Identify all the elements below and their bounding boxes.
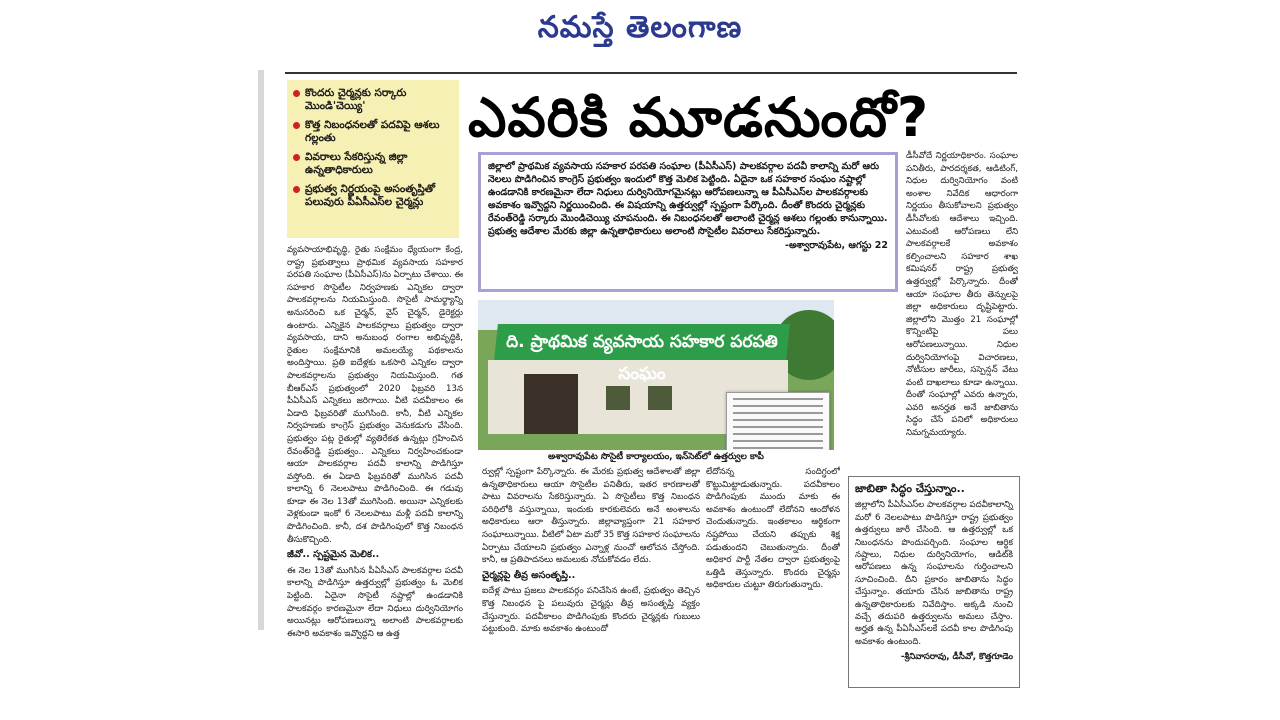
column-paragraph: డీసీవోదే నిర్ణయాధికారం. సంఘాల పనితీరు, పారదర్శకత, ఆడిటింగ్, నిధుల దుర్వినియోగం వంటి అంశాల నివేదిక ఆధారంగా నిర్ణయం తీసుకోవాలని ప్రభుత్వం డీసీవోలకు ఆదేశాలు ఇచ్చింది. ఎటువంటి ఆరోపణలు లేని పాలకవర్గాలకే అవకాశం కల్పించాలని సహకార శాఖ కమిషనర్ రాష్ట్ర ప్రభుత్వ ఉత్తర్వుల్లో పేర్కొన్నారు. దీంతో ఆయా సంఘాల తీరు తెన్నులపై జిల్లా అధికారులు దృష్టిపెట్టారు. జిల్లాలోని మొత్తం 21 సంఘాల్లో కొన్నింటిపై పలు ఆరోపణలున్నాయి. నిధుల దుర్వినియోగంపై విచారణలు, నోటీసుల జారీలు, సస్పెన్షన్ వేటు వంటి దాఖలాలు కూడా ఉన్నాయి. దీంతో సంఘాల్లో ఎవరు ఉన్నారు, ఎవరి అనర్హత అనే జాబితాను సిద్ధం చేసే పనిలో అధికారులు నిమగ్నమయ్యారు. (906, 151, 1018, 439)
dateline: -అశ్వారావుపేట, ఆగస్టు 22 (785, 240, 888, 251)
building-door (524, 374, 578, 434)
highlights-box (287, 80, 459, 238)
quote-byline: -శ్రీనివాసరావు, డీసీవో, కొత్తగూడెం (900, 652, 1013, 663)
column-paragraph: లేదోనన్న సందిగ్ధంలో కొట్టుమిట్టాడుతున్నారు. పదవీకాలం పొడిగింపుకు ముందు మాకు ఈ అవకాశం ఉంటుందో లేదోనని ఆందోళన చెందుతున్నారు. ఇంతకాలం ఆర్థికంగా నష్టపోయి చేయని తప్పుకు శిక్ష పడుతుందని చెబుతున్నారు. దీంతో అధికార పార్టీ నేతల ద్వారా ప్రభుత్వంపై ఒత్తిడి తెస్తున్నారు. కొందరు చైర్మన్లు అధికారుల చుట్టూ తిరుగుతున్నారు. (706, 467, 840, 591)
order-copy-inset (726, 392, 830, 450)
column-paragraph: ఐదేళ్ల పాటు ప్రజలు పాలకవర్గం పనిచేసిన ఉంటే, ప్రభుత్వం తెచ్చిన కొత్త నిబంధన పై పలువురు చైర్మన్లు తీవ్ర అసంతృప్తి వ్యక్తం చేస్తున్నారు. పదవీకాలం పొడిగింపుకు కొందరు చైర్మన్లకు గుబులు పట్టుకుంది. మాకు అవకాశం ఉంటుందో (482, 586, 700, 635)
column-paragraph: ర్వుల్లో స్పష్టంగా పేర్కొన్నారు. ఈ మేరకు ప్రభుత్వ ఆదేశాలతో జిల్లా ఉన్నతాధికారులు ఆయా సొసైటీల పనితీరు, ఇతర కారణాలతో పాటు వివరాలను సేకరిస్తున్నారు. ఏ సొసైటీలు కొత్త నిబంధన పరిధిలోకి వస్తున్నాయి, ఇందుకు కారకులెవరు అనే అంశాలను అధికారులు ఆరా తీస్తున్నారు. జిల్లావ్యాప్తంగా 21 సహకార సంఘాలున్నాయి. వీటిలో ఏటా మరో 35 కొత్త సహకార సంఘాలను ఏర్పాటు చేయాలని ప్రభుత్వం ఎన్నాళ్ల నుంచో ఆలోచన చేస్తోంది. కానీ, ఆ ప్రతిపాదనలు అమలుకు నోచుకోవడం లేదు. (482, 467, 700, 566)
photo-caption: అశ్వారావుపేట సొసైటీ కార్యాలయం, ఇన్‌సెట్‌లో ఉత్తర్వుల కాపీ (548, 452, 764, 462)
signboard-text: ది. ప్రాథమిక వ్యవసాయ సహకార పరపతి సంఘం (506, 332, 778, 384)
subheading: చైర్మన్లపై తీవ్ర అసంతృప్తి.. (482, 569, 576, 581)
highlight-item: ప్రభుత్వ నిర్ణయంపై అసంతృప్తితో పలువురు పీఏసీఎస్‌ల చైర్మన్లు (293, 183, 453, 209)
page-edge-divider (258, 70, 264, 630)
column-paragraph: ఈ నెల 13తో ముగిసిన పీఏసీఎస్ పాలకవర్గాల పదవీ కాలాన్ని పొడిగిస్తూ ఉత్తర్వుల్లో ప్రభుత్వం ఓ మెలిక పెట్టింది. ఏదైనా సొసైటీ నష్టాల్లో ఉండడానికి పాలకవర్గం కారణమైనా లేదా నిధులు దుర్వినియోగం అయినట్లు ఆరోపణలున్నా అలాంటి పాలకవర్గాలకు ఈసారి అవకాశం ఇవ్వొద్దని ఆ ఉత్త (287, 565, 463, 639)
official-quote-box (848, 476, 1020, 688)
bullet-dot-icon (293, 122, 300, 129)
top-rule (285, 72, 1017, 74)
lead-paragraph-box (478, 152, 898, 292)
article-column-middle (482, 466, 700, 716)
article-column-middle-2 (706, 466, 840, 716)
highlight-item: వివరాలు సేకరిస్తున్న జిల్లా ఉన్నతాధికారులు (293, 151, 453, 177)
column-paragraph: వ్యవసాయాభివృద్ధి, రైతు సంక్షేమం ధ్యేయంగా కేంద్ర, రాష్ట్ర ప్రభుత్వాలు ప్రాథమిక వ్యవసాయ సహకార పరపతి సంఘాల (పీఏసీఎస్)ను ఏర్పాటు చేశాయి. ఈ సహకార సొసైటీల నిర్వహణకు ఎన్నికల ద్వారా పాలకవర్గాలను నియమిస్తుంది. సొసైటీ సామర్థ్యాన్ని అనుసరించి ఒక చైర్మన్, వైస్ చైర్మన్, డైరెక్టర్లు ఉంటారు. ఎన్నికైన పాలకవర్గాలు ప్రభుత్వం ద్వారా వ్యవసాయ, దాని అనుబంధ రంగాల అభివృద్ధికి, రైతుల సంక్షేమానికి అమలయ్యే పథకాలను అందిస్తాయి. ప్రతి ఐదేళ్లకు ఒకసారి ఎన్నికల ద్వారా పాలకవర్గాలను ప్రభుత్వం నియమిస్తుంది. గత బీఆర్ఎస్ ప్రభుత్వంలో 2020 ఫిబ్రవరి 13న పీఏసీఎస్ ఎన్నికలు జరిగాయి. వీటి పదవీకాలం ఈ ఏడాది ఫిబ్రవరితో ముగిసింది. కానీ, వీటి ఎన్నికల నిర్వహణకు కాంగ్రెస్ ప్రభుత్వం వెనుకడుగు వేసింది. ప్రభుత్వం పట్ల రైతుల్లో వ్యతిరేకత ఉన్నట్లు గ్రహించిన రేవంత్‌రెడ్డి ప్రభుత్వం.. ఎన్నికలు నిర్వహించకుండా ఆయా పాలకవర్గాల పదవీ కాలాన్ని పొడిగిస్తూ వస్తోంది. ఈ ఏడాది ఫిబ్రవరితో ముగిసిన పదవీ కాలాన్ని 6 నెలలపాటు పొడిగించింది. ఈ గడువు కూడా ఈ నెల 13తో ముగిసింది. అయినా ఎన్నికలకు వెళ్లకుండా ఇంకో 6 నెలలపాటు మళ్లీ పదవీ కాలాన్ని పొడిగించింది. కానీ, దశ పొడిగింపులో కొత్త నిబంధన తీసుకొచ్చింది. (287, 245, 463, 545)
article-column-left (287, 244, 463, 714)
building-window (606, 386, 630, 410)
lead-text: జిల్లాలో ప్రాథమిక వ్యవసాయ సహకార పరపతి సంఘాల (పీఏసీఎస్) పాలకవర్గాల పదవీ కాలాన్ని మరో ఆరు నెలలు పొడిగించిన కాంగ్రెస్ ప్రభుత్వం ఇందులో కొత్త మెలిక పెట్టింది. ఏదైనా ఒక సహకార సంఘం నష్టాల్లో ఉండడానికి కారణమైనా లేదా నిధులు దుర్వినియోగమైనట్లు ఆరోపణలున్నా ఆ పీఏసీఎస్‌ల పాలకవర్గాలకు అవకాశం ఇవ్వొద్దని నిర్ణయించింది. ఈ విషయాన్ని ఉత్తర్వుల్లో స్పష్టంగా పేర్కొంది. దీంతో కొందరు చైర్మన్లకు రేవంత్‌రెడ్డి సర్కారు మొండిచెయ్యి చూపనుంది. ఈ నిబంధనలతో అలాంటి చైర్మన్ల ఆశలు గల్లంతు కానున్నాయి. ప్రభుత్వ ఆదేశాల మేరకు జిల్లా ఉన్నతాధికారులు అలాంటి సొసైటీల వివరాలు సేకరిస్తున్నారు. (488, 161, 888, 237)
quote-box-body: జిల్లాలోని పీఏసీఎస్‌ల పాలకవర్గాల పదవీకాలాన్ని మరో 6 నెలలపాటు పొడిగిస్తూ రాష్ట్ర ప్రభుత్వం ఉత్తర్వులు జారీ చేసింది. ఆ ఉత్తర్వుల్లో ఒక నిబంధనను పొందుపర్చింది. సంఘాల ఆర్థిక నష్టాలు, నిధుల దుర్వినియోగం, ఆడిట్‌కి ఆరోపణలు ఉన్న సంఘాలను గుర్తించాలని సూచించింది. దీని ప్రకారం జాబితాను సిద్ధం చేస్తున్నాం. తయారు చేసిన జాబితాను రాష్ట్ర ఉన్నతాధికారులకు నివేదిస్తాం. అక్కడి నుంచి వచ్చే తదుపరి ఉత్తర్వులను అమలు చేస్తాం. అర్హత ఉన్న పీఏసీఎస్‌లకే పదవీ కాల పొడిగింపు అవకాశం ఉంటుంది. (855, 500, 1013, 647)
highlight-item: కొందరు చైర్మన్లకు సర్కారు మొండి'చెయ్యి' (293, 87, 453, 113)
subheading: జీవో.. స్పష్టమైన మెలిక.. (287, 549, 380, 561)
building-window (648, 386, 672, 410)
bullet-dot-icon (293, 154, 300, 161)
newspaper-masthead: నమస్తే తెలంగాణ (537, 10, 743, 45)
quote-box-heading: జాబితా సిద్ధం చేస్తున్నాం.. (855, 482, 965, 495)
society-office-photo (478, 300, 834, 450)
bullet-dot-icon (293, 90, 300, 97)
article-column-right (906, 150, 1018, 470)
bullet-dot-icon (293, 186, 300, 193)
article-headline: ఎవరికి మూడనుందో? (468, 86, 930, 149)
highlight-item: కొత్త నిబంధనలతో పదవిపై ఆశలు గల్లంతు (293, 119, 453, 145)
